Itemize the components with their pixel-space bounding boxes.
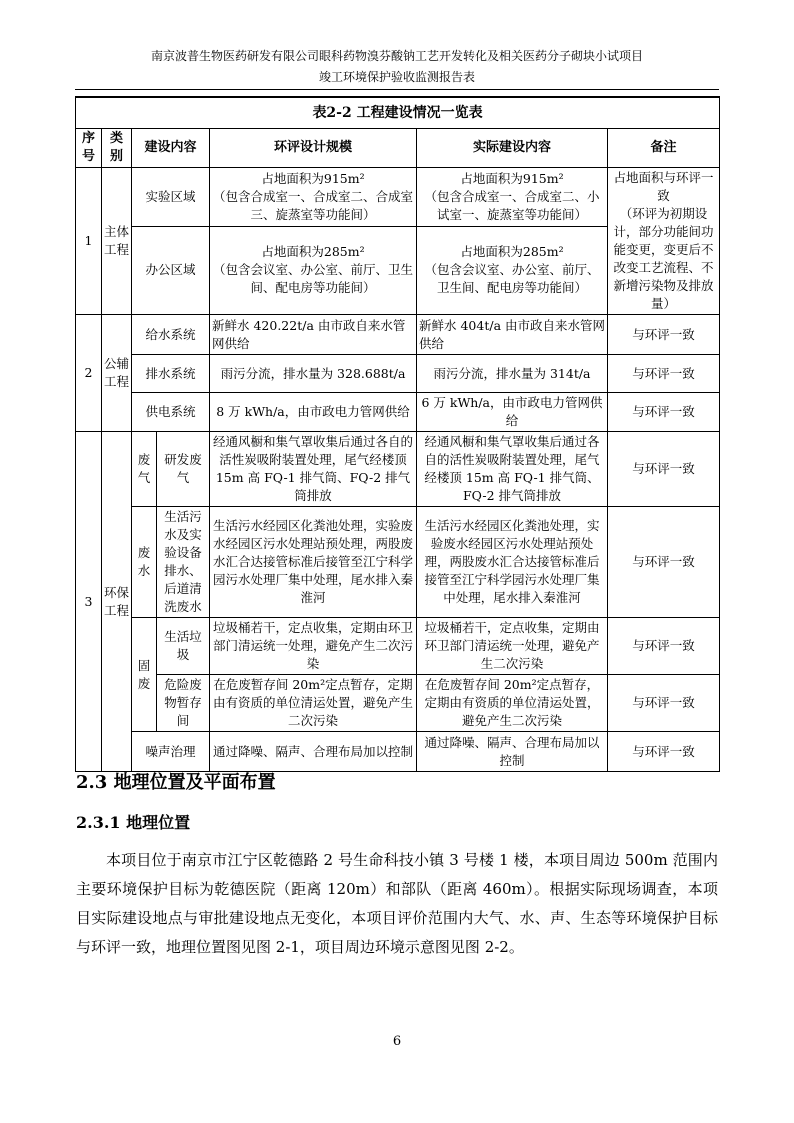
- subsection-heading: 2.3.1 地理位置: [76, 813, 191, 832]
- note-cell: 与环评一致: [608, 355, 720, 393]
- actual-cell: 雨污分流，排水量为 314t/a: [417, 355, 608, 393]
- item-name: 办公区域: [132, 226, 210, 314]
- section-heading: 2.3 地理位置及平面布置: [76, 772, 276, 793]
- design-cell: 占地面积为915m² （包含合成室一、合成室二、合成室三、旋蒸室等功能间）: [210, 168, 417, 227]
- design-cell: 占地面积为285m² （包含会议室、办公室、前厅、卫生间、配电房等功能间）: [210, 226, 417, 314]
- running-header-title: 南京波普生物医药研发有限公司眼科药物溴芬酸钠工艺开发转化及相关医药分子砌块小试项目: [150, 49, 643, 63]
- row-category: 环保工程: [102, 432, 132, 772]
- row-no: 3: [76, 432, 102, 772]
- design-cell: 在危废暂存间 20m²定点暂存，定期由有资质的单位清运处置，避免产生二次污染: [210, 675, 417, 732]
- design-cell: 生活污水经园区化粪池处理，实验废水经园区污水处理站预处理，两股废水汇合达接管标准后接管至江宁科学园污水处理厂集中处理，尾水排入秦淮河: [210, 507, 417, 618]
- design-cell: 8 万 kWh/a，由市政电力管网供给: [210, 393, 417, 432]
- actual-cell: 生活污水经园区化粪池处理，实验废水经园区污水处理站预处理，两股废水汇合达接管标准后接管至江宁科学园污水处理厂集中处理，尾水排入秦淮河: [417, 507, 608, 618]
- design-cell: 新鲜水 420.22t/a 由市政自来水管网供给: [210, 315, 417, 355]
- item-name: 实验区域: [132, 168, 210, 227]
- actual-cell: 经通风橱和集气罩收集后通过各自的活性炭吸附装置处理，尾气经楼顶 15m 高 FQ-1 排气筒、FQ-2 排气筒排放: [417, 432, 608, 507]
- actual-cell: 占地面积为915m² （包含合成室一、合成室二、小试室一、旋蒸室等功能间）: [417, 168, 608, 227]
- design-cell: 垃圾桶若干，定点收集，定期由环卫部门清运统一处理，避免产生二次污染: [210, 618, 417, 675]
- table-caption: 表2-2 工程建设情况一览表: [76, 97, 720, 129]
- sub-category: 废水: [132, 507, 157, 618]
- item-name: 生活垃圾: [157, 618, 210, 675]
- col-header-no: 序号: [76, 129, 102, 168]
- actual-cell: 占地面积为285m² （包含会议室、办公室、前厅、卫生间、配电房等功能间）: [417, 226, 608, 314]
- page-number: 6: [392, 1034, 402, 1049]
- note-cell: 与环评一致: [608, 675, 720, 732]
- construction-table: [75, 96, 720, 772]
- actual-cell: 在危废暂存间 20m²定点暂存，定期由有资质的单位清运处置，避免产生二次污染: [417, 675, 608, 732]
- design-cell: 通过降噪、隔声、合理布局加以控制: [210, 732, 417, 772]
- body-paragraph: 本项目位于南京市江宁区乾德路 2 号生命科技小镇 3 号楼 1 楼，本项目周边 500m 范围内主要环境保护目标为乾德医院（距离 120m）和部队（距离 460m）。根据实际现场调查，本项目实际建设地点与审批建设地点无变化，本项目评价范围内大气、水、声、生态等环境保护目标与环评一致，地理位置图见图 2-1，项目周边环境示意图见图 2-2。: [76, 851, 718, 956]
- col-header-design: 环评设计规模: [210, 129, 417, 168]
- note-cell: 与环评一致: [608, 618, 720, 675]
- note-cell: 与环评一致: [608, 432, 720, 507]
- actual-cell: 通过降噪、隔声、合理布局加以控制: [417, 732, 608, 772]
- design-cell: 雨污分流，排水量为 328.688t/a: [210, 355, 417, 393]
- header-rule: [75, 89, 719, 90]
- note-cell: 与环评一致: [608, 393, 720, 432]
- row-category: 公辅工程: [102, 315, 132, 432]
- actual-cell: 垃圾桶若干，定点收集，定期由环卫部门清运统一处理，避免产生二次污染: [417, 618, 608, 675]
- note-cell: 与环评一致: [608, 732, 720, 772]
- sub-category: 固废: [132, 618, 157, 732]
- note-cell: 与环评一致: [608, 315, 720, 355]
- item-name: 生活污水及实验设备排水、后道清洗废水: [157, 507, 210, 618]
- row-no: 2: [76, 315, 102, 432]
- actual-cell: 新鲜水 404t/a 由市政自来水管网供给: [417, 315, 608, 355]
- running-header-subtitle: 竣工环境保护验收监测报告表: [318, 70, 475, 84]
- item-name: 危险废物暂存间: [157, 675, 210, 732]
- note-cell: 与环评一致: [608, 507, 720, 618]
- col-header-actual: 实际建设内容: [417, 129, 608, 168]
- col-header-category: 类别: [102, 129, 132, 168]
- sub-category: 废气: [132, 432, 157, 507]
- design-cell: 经通风橱和集气罩收集后通过各自的活性炭吸附装置处理，尾气经楼顶 15m 高 FQ-1 排气筒、FQ-2 排气筒排放: [210, 432, 417, 507]
- item-name: 给水系统: [132, 315, 210, 355]
- item-name: 噪声治理: [132, 732, 210, 772]
- item-name: 研发废气: [157, 432, 210, 507]
- item-name: 供电系统: [132, 393, 210, 432]
- col-header-note: 备注: [608, 129, 720, 168]
- col-header-content: 建设内容: [132, 129, 210, 168]
- item-name: 排水系统: [132, 355, 210, 393]
- row-no: 1: [76, 168, 102, 315]
- actual-cell: 6 万 kWh/a，由市政电力管网供给: [417, 393, 608, 432]
- note-cell: 占地面积与环评一致 （环评为初期设计，部分功能间功能变更，变更后不改变工艺流程、不新增污染物及排放量）: [608, 168, 720, 315]
- row-category: 主体工程: [102, 168, 132, 315]
